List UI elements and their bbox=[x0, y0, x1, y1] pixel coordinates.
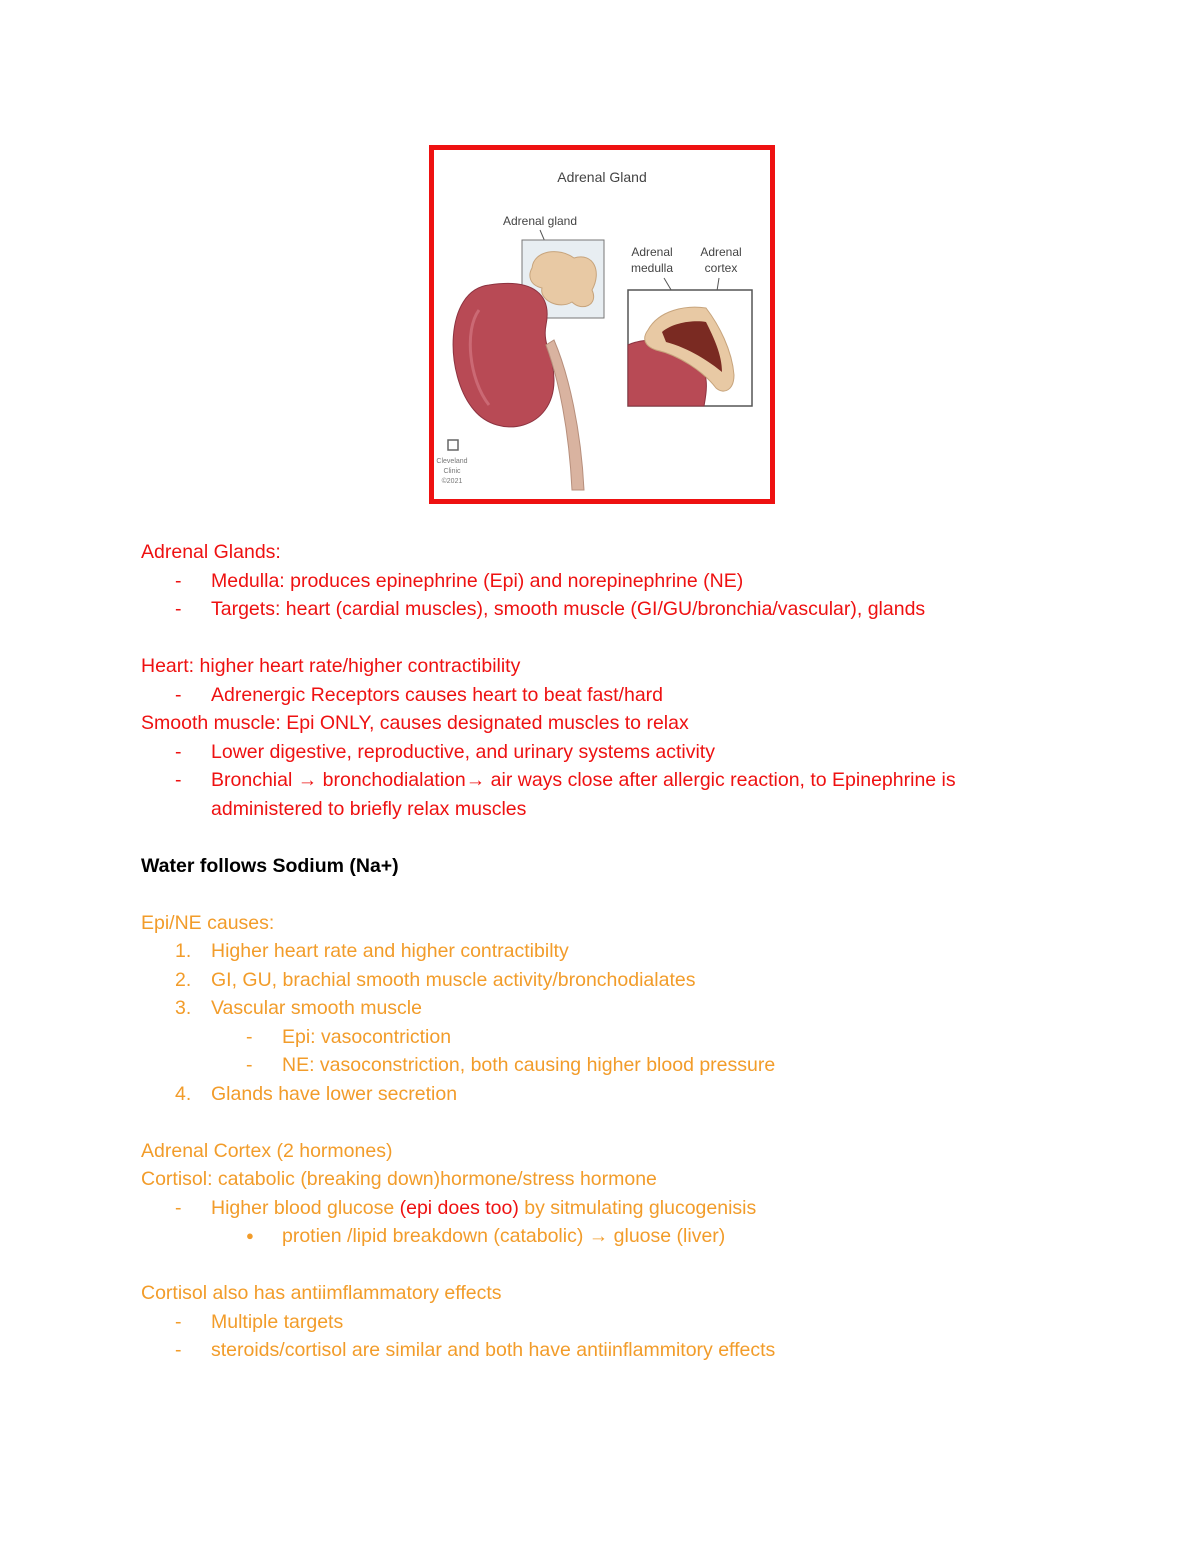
label-medulla-line2: medulla bbox=[630, 261, 674, 275]
list-item-text: Medulla: produces epinephrine (Epi) and norepinephrine (NE) bbox=[211, 569, 744, 592]
heading-epi-ne-causes: Epi/NE causes: bbox=[141, 911, 275, 934]
dash-marker: - bbox=[246, 1054, 253, 1076]
heading-adrenal-cortex: Adrenal Cortex (2 hormones) bbox=[141, 1139, 393, 1162]
sub-list-item bbox=[141, 1023, 1141, 1052]
bullet-icon: ● bbox=[246, 1228, 254, 1243]
label-cortex-line1: Adrenal bbox=[700, 245, 742, 259]
numbered-item-text: Vascular smooth muscle bbox=[211, 997, 422, 1019]
number-marker: 4. bbox=[175, 1082, 192, 1105]
heading-water-follows-sodium: Water follows Sodium (Na+) bbox=[141, 854, 399, 877]
list-item-text: Higher blood glucose bbox=[211, 1196, 400, 1219]
list-item bbox=[141, 766, 1141, 795]
spacer bbox=[141, 1108, 1141, 1137]
credit-line3: ©2021 bbox=[441, 478, 463, 485]
spacer bbox=[141, 823, 1141, 852]
sub-list-item bbox=[141, 1222, 1141, 1251]
dash-marker: - bbox=[175, 740, 182, 763]
dash-marker: - bbox=[175, 598, 182, 620]
numbered-item bbox=[141, 994, 1141, 1023]
numbered-item-text: Higher heart rate and higher contractibilty bbox=[211, 940, 569, 962]
label-medulla-line1: Adrenal bbox=[631, 245, 673, 259]
adrenal-gland-figure bbox=[429, 145, 775, 504]
spacer bbox=[141, 624, 1141, 653]
numbered-item bbox=[141, 1080, 1141, 1109]
heading-smooth-muscle: Smooth muscle: Epi ONLY, causes designated muscles to relax bbox=[141, 712, 689, 734]
dash-marker: - bbox=[175, 769, 182, 791]
dash-marker: - bbox=[175, 1310, 182, 1333]
numbered-item-text: GI, GU, brachial smooth muscle activity/bronchodialates bbox=[211, 968, 696, 991]
numbered-item bbox=[141, 966, 1141, 995]
numbered-item bbox=[141, 937, 1141, 966]
credit-line1: Cleveland bbox=[436, 458, 468, 465]
credit-line2: Clinic bbox=[443, 468, 461, 475]
kidney-shape bbox=[453, 283, 554, 426]
label-cortex-line2: cortex bbox=[704, 261, 738, 275]
numbered-item-text: Glands have lower secretion bbox=[211, 1082, 458, 1105]
spacer bbox=[141, 1251, 1141, 1280]
number-marker: 3. bbox=[175, 997, 192, 1019]
list-item bbox=[141, 1336, 1141, 1365]
label-adrenal-gland: Adrenal gland bbox=[502, 214, 578, 228]
dash-marker: - bbox=[246, 1025, 253, 1048]
list-item-text: steroids/cortisol are similar and both have antiinflammitory effects bbox=[211, 1339, 776, 1361]
sub-list-item-text: protien /lipid breakdown (catabolic) → gluose (liver) bbox=[282, 1225, 726, 1247]
list-item bbox=[141, 738, 1141, 767]
number-marker: 1. bbox=[175, 940, 192, 962]
heading-cortisol: Cortisol: catabolic (breaking down)hormone/stress hormone bbox=[141, 1168, 657, 1190]
adrenal-gland-illustration bbox=[434, 150, 770, 499]
dash-marker: - bbox=[175, 569, 182, 592]
list-item-highlight: (epi does too) bbox=[399, 1196, 519, 1219]
list-item-text: Lower digestive, reproductive, and urinary systems activity bbox=[211, 740, 715, 763]
sub-list-item-text: Epi: vasocontriction bbox=[282, 1025, 452, 1048]
heading-antiinflammatory: Cortisol also has antiimflammatory effects bbox=[141, 1282, 502, 1304]
list-item-text: Bronchial → bronchodialation→ air ways close after allergic reaction, to Epinephrine is bbox=[211, 769, 956, 791]
list-item-text-tail: by sitmulating glucogenisis bbox=[518, 1196, 757, 1219]
ureter-shape bbox=[546, 340, 584, 490]
number-marker: 2. bbox=[175, 968, 192, 991]
list-item-continuation: administered to briefly relax muscles bbox=[211, 797, 527, 820]
clinic-logo-icon bbox=[448, 440, 458, 450]
dash-marker: - bbox=[175, 683, 182, 706]
dash-marker: - bbox=[175, 1339, 182, 1361]
sub-list-item bbox=[141, 1051, 1141, 1080]
list-item bbox=[141, 681, 1141, 710]
list-item-text: Targets: heart (cardial muscles), smooth muscle (GI/GU/bronchia/vascular), glands bbox=[211, 598, 926, 620]
list-item bbox=[141, 567, 1141, 596]
list-item-text: Multiple targets bbox=[211, 1310, 344, 1333]
notes-body bbox=[141, 538, 1141, 1365]
list-item bbox=[141, 595, 1141, 624]
heading-adrenal-glands: Adrenal Glands: bbox=[141, 541, 281, 563]
list-item bbox=[141, 1194, 1141, 1223]
figure-title: Adrenal Gland bbox=[557, 169, 647, 185]
list-item bbox=[141, 1308, 1141, 1337]
spacer bbox=[141, 880, 1141, 909]
dash-marker: - bbox=[175, 1196, 182, 1219]
heading-heart: Heart: higher heart rate/higher contractibility bbox=[141, 655, 521, 677]
sub-list-item-text: NE: vasoconstriction, both causing higher blood pressure bbox=[282, 1054, 776, 1076]
list-item-text: Adrenergic Receptors causes heart to beat fast/hard bbox=[211, 683, 664, 706]
